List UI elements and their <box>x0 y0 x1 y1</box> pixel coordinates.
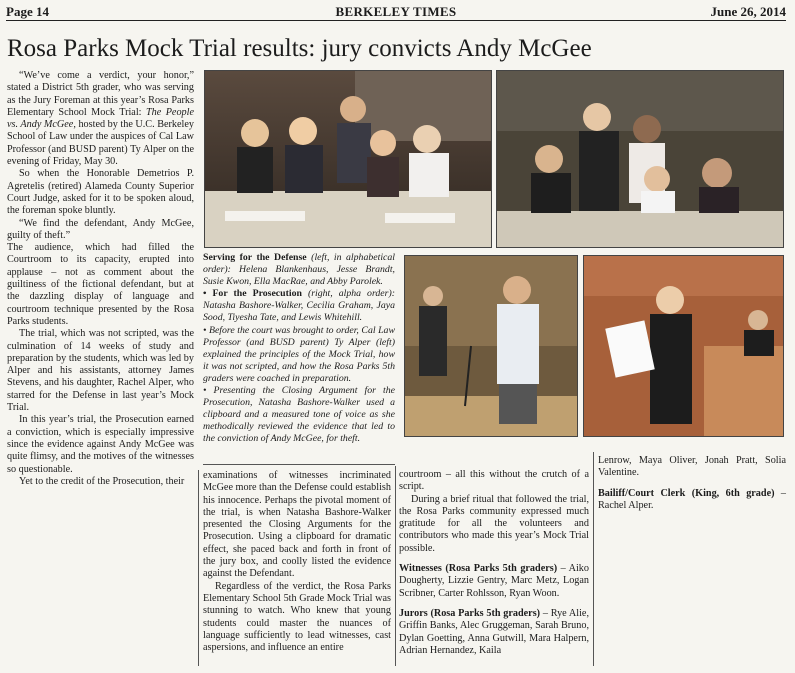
caption-defense: Serving for the Defense (left, in alphabetical order): Helena Blankenhaus, Jesse Brandt, Susie Kwon, Ella MacRae, and Abby Parolek. <box>203 252 396 288</box>
jurors-list: Jurors (Rosa Parks 5th graders) – Rye Alie, Griffin Banks, Alec Gruggeman, Sarah Bruno, Dylan Goetting, Anna Gutwill, Mara Halpern, Adrian Hernandez, Kaila <box>399 607 589 656</box>
paragraph: Lenrow, Maya Oliver, Jonah Pratt, Solia Valentine. <box>598 455 786 479</box>
paragraph: examinations of witnesses incriminated McGee more than the Defense could establish his innocence. Perhaps the pivotal moment of the trial, is when Natasha Bashore-Walker presented the Closing Arguments for the Prosecution. Using a clipboard for dramatic effect, she paced back and forth in front of the jury box, and coolly listed the evidence against the Defendant. <box>203 470 391 580</box>
bailiff-credit: Bailiff/Court Clerk (King, 6th grade) – Rachel Alper. <box>598 487 786 511</box>
paragraph: The audience, which had filled the Courtroom to its capacity, erupted into applause – not as comment about the guiltiness of the fictional defendant, but at the dazzling display of language and courtroom technique presented by the Rosa Parks students. <box>7 242 194 327</box>
article-column-4 <box>598 455 786 512</box>
paragraph: During a brief ritual that followed the trial, the Rosa Parks community expressed much gratitude for all the volunteers and contributors who made this year’s Mock Trial possible. <box>399 493 589 554</box>
paragraph: “We find the defendant, Andy McGee, guilty of theft.” <box>7 217 194 241</box>
photo-ty-alper <box>404 255 578 437</box>
paragraph: The trial, which was not scripted, was the culmination of 14 weeks of study and preparation by the students, which was led by Alper and his assistants, attorney James Stevens, and his daughter, Rachel Alper, who starred for the Defense in last year’s Mock Trial. <box>7 328 194 414</box>
photo-closing-image <box>584 256 783 436</box>
caption-prosecution: • For the Prosecution (right, alpha order): Natasha Bashore-Walker, Cecilia Graham, Jaya Sood, Tiyesha Tate, and Lewis Whitehill. <box>203 288 395 324</box>
column-rule <box>198 470 199 666</box>
masthead <box>6 2 786 21</box>
photo-defense-team <box>204 70 492 248</box>
photo-alper-image <box>405 256 577 436</box>
article-column-1 <box>7 70 194 488</box>
caption-closing: • Presenting the Closing Argument for the Prosecution, Natasha Bashore-Walker used a clipboard and a measured tone of voice as she methodically reviewed the evidence that led to the conviction of Andy McGee, for theft. <box>203 385 395 445</box>
column-rule <box>593 452 594 666</box>
paragraph: In this year’s trial, the Prosecution earned a conviction, which is especially impressive since the evidence against Andy McGee was quite flimsy, and the motives of the witnesses so questionable. <box>7 414 194 475</box>
photo-closing-argument <box>583 255 784 437</box>
caption-before: • Before the court was brought to order, Cal Law Professor (and BUSD parent) Ty Alper (left) explained the principles of the Mock Trial, how it was not scripted, and how the Rosa Parks 5th graders were coached in preparation. <box>203 324 395 384</box>
photo-prosecution-team <box>496 70 784 248</box>
paragraph: courtroom – all this without the crutch of a script. <box>399 469 589 493</box>
article-column-2 <box>203 470 391 654</box>
case-name: The People vs. Andy McGee <box>7 106 194 131</box>
paragraph: “We’ve come a verdict, your honor,” stated a District 5th grader, who was serving as the Jury Foreman at this year’s Rosa Parks Elementary School Mock Trial: The People vs. Andy McGee, hosted by the U.C. Berkeley School of Law under the auspices of Cal Law Professor (and BUSD parent) Ty Alper on the evening of Friday, May 30. <box>7 70 194 168</box>
witnesses-list: Witnesses (Rosa Parks 5th graders) – Aiko Dougherty, Lizzie Gentry, Marc Metz, Logan Scribner, Carter Rohlsson, Ryan Woon. <box>399 563 589 599</box>
paragraph: Regardless of the verdict, the Rosa Parks Elementary School 5th Grade Mock Trial was stunning to watch. Who knew that young students could master the nuances of language sufficiently to lead witnesses, cast aspersions, and influence an entire <box>203 580 391 654</box>
photo-prosecution-image <box>497 71 783 247</box>
section-rule <box>203 464 395 465</box>
paragraph: Yet to the credit of the Prosecution, their <box>19 475 185 487</box>
photo-defense-image <box>205 71 491 247</box>
page-number: Page 14 <box>6 4 49 19</box>
paper-name: BERKELEY TIMES <box>335 4 457 19</box>
photo-caption <box>203 252 395 446</box>
headline: Rosa Parks Mock Trial results: jury convicts Andy McGee <box>7 35 592 62</box>
column-rule <box>395 466 396 666</box>
issue-date: June 26, 2014 <box>710 4 786 19</box>
paragraph: So when the Honorable Demetrios P. Agretelis (retired) Alameda County Superior Court Judge, asked for it to be spoken aloud, the foreman spoke bluntly. <box>7 168 194 217</box>
article-column-3 <box>399 469 589 657</box>
